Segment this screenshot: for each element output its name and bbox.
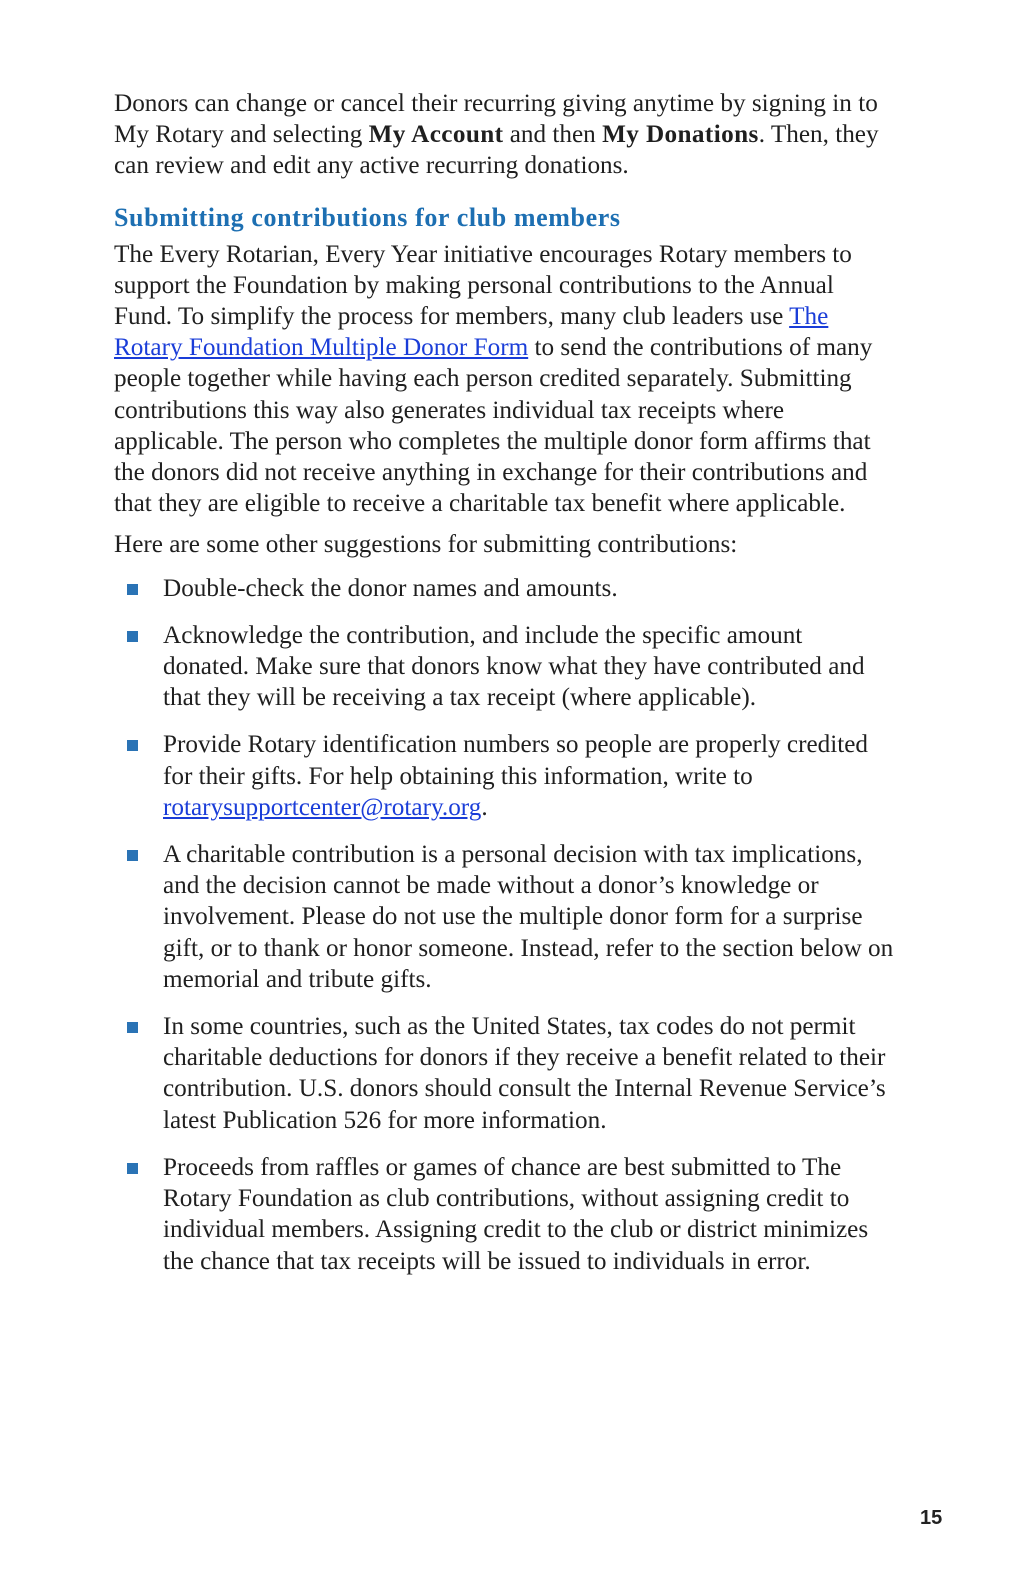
list-item (114, 620, 894, 714)
list-item-text: Proceeds from raffles or games of chance are best submitted to The Rotary Foundation as club contributions, without assigning credit to individual members. Assigning credit to the club or district minimizes the chance that tax receipts will be issued to individuals in error. (163, 1153, 869, 1275)
support-email-link[interactable]: rotarysupportcenter@rotary.org (163, 793, 482, 821)
section-text-start: The Every Rotarian, Every Year initiative encourages Rotary members to support the Foundation by making personal contributions to the Annual Fund. To simplify the process for members, many club leaders use (114, 240, 852, 331)
list-item-text (163, 729, 894, 823)
list-item (114, 1152, 894, 1277)
section-heading: Submitting contributions for club members (114, 202, 621, 232)
section-paragraph (114, 239, 894, 520)
list-item (114, 839, 894, 995)
list-item-text: In some countries, such as the United States, tax codes do not permit charitable deductions for donors if they receive a benefit related to their contribution. U.S. donors should consult the Internal Revenue Service’s latest Publication 526 for more information. (163, 1013, 886, 1134)
page-number: 15 (920, 1507, 943, 1529)
list-item (114, 729, 894, 823)
multiple-donor-form-link[interactable]: The Rotary Foundation Multiple Donor Form (114, 303, 829, 362)
square-bullet-icon (127, 1163, 138, 1174)
intro-text-3: . Then, they can review and edit any active recurring donations. (114, 121, 879, 180)
intro-text-1: Donors can change or cancel their recurring giving anytime by signing in to My Rotary and selecting (114, 90, 878, 149)
my-donations-label: My Donations (602, 121, 759, 149)
page-content (114, 88, 894, 1293)
list-item-text-end: . (481, 793, 488, 821)
intro-text-2: and then (503, 121, 603, 149)
list-item (114, 573, 894, 604)
section-text-end: to send the contributions of many people together while having each person credited separately. Submitting contributions this way also generates individual tax receipts where applicable. The person who completes the multiple donor form affirms that the donors did not receive anything in exchange for their contributions and that they are eligible to receive a charitable tax benefit where applicable. (114, 334, 873, 518)
list-item-text: Double-check the donor names and amounts. (163, 574, 618, 602)
square-bullet-icon (127, 631, 138, 642)
my-account-label: My Account (368, 121, 504, 149)
list-item-text: Acknowledge the contribution, and include the specific amount donated. Make sure that donors know what they have contributed and that they will be receiving a tax receipt (where applicable). (163, 621, 865, 712)
list-item-text-start: Provide Rotary identification numbers so people are properly credited for their gifts. For help obtaining this information, write to (163, 731, 869, 790)
square-bullet-icon (127, 740, 138, 751)
intro-paragraph (114, 88, 894, 182)
suggestions-list (114, 573, 894, 1277)
square-bullet-icon (127, 1022, 138, 1033)
suggestions-lead: Here are some other suggestions for submitting contributions: (114, 531, 738, 559)
square-bullet-icon (127, 584, 138, 595)
list-item (114, 1011, 894, 1136)
square-bullet-icon (127, 850, 138, 861)
list-item-text: A charitable contribution is a personal decision with tax implications, and the decision cannot be made without a donor’s knowledge or involvement. Please do not use the multiple donor form for a surprise gift, or to thank or honor someone. Instead, refer to the section below on memorial and tribute gifts. (163, 841, 894, 993)
